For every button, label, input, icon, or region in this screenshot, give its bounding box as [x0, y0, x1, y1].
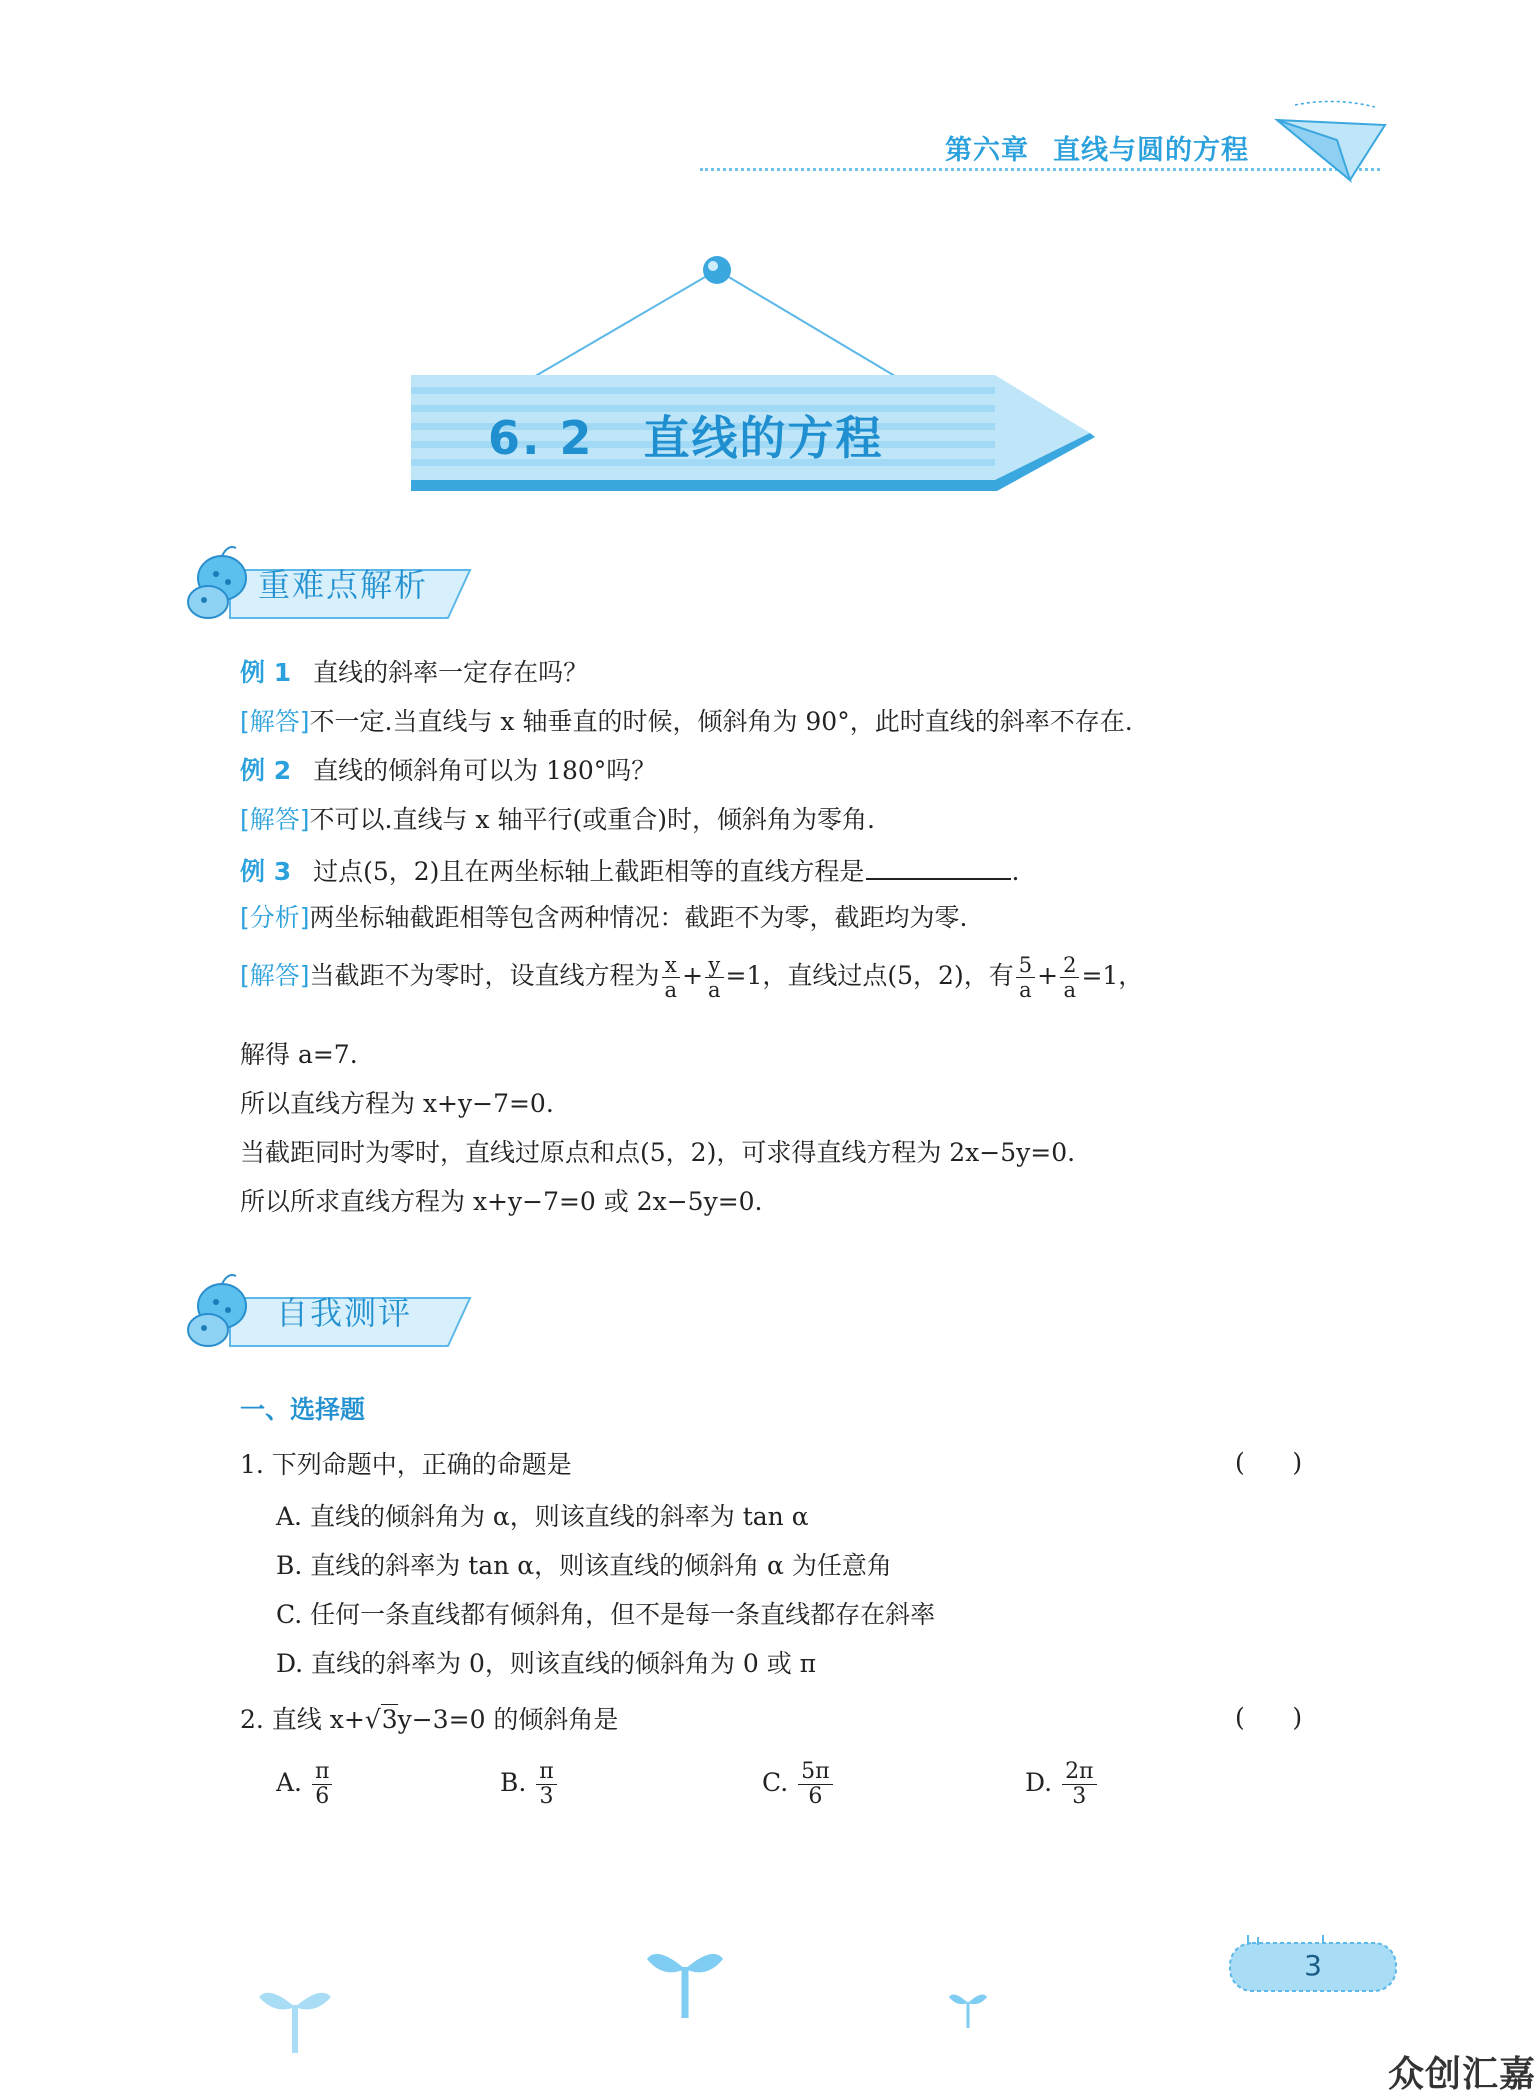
- section-number: 6. 2: [488, 411, 594, 465]
- page-number: 3: [1304, 1949, 1322, 1982]
- sqrt-sign: √: [364, 1705, 381, 1734]
- example-1-label: 例 1: [240, 658, 292, 687]
- q2-stem-start: 2. 直线 x+: [240, 1705, 365, 1734]
- example-3: [240, 852, 1019, 889]
- sprout-icon: [948, 1990, 988, 2030]
- heading-self-test-label: 自我测评: [276, 1294, 413, 1332]
- solution-line-2: 解得 a=7.: [240, 1040, 358, 1069]
- answer-blank: [866, 852, 1011, 880]
- analysis-text: 两坐标轴截距相等包含两种情况：截距不为零，截距均为零.: [309, 903, 968, 932]
- q1-option-a: A. 直线的倾斜角为 α，则该直线的斜率为 tan α: [276, 1502, 809, 1531]
- fraction: $\frac{2}{a}$: [1060, 953, 1079, 1002]
- example-3-period: .: [1011, 857, 1020, 886]
- solution-line-1: [240, 953, 1143, 1002]
- heading-key-points-label: 重难点解析: [258, 566, 429, 604]
- fraction: $\frac{x}{a}$: [662, 953, 681, 1002]
- q1-option-d: D. 直线的斜率为 0，则该直线的倾斜角为 0 或 π: [276, 1649, 817, 1678]
- q2-option-b: B. $\frac{\pi}{3}$: [500, 1760, 559, 1809]
- q1-option-c: C. 任何一条直线都有倾斜角，但不是每一条直线都存在斜率: [276, 1600, 936, 1629]
- question-2-stem: [240, 1703, 618, 1737]
- plus-sign: +: [1037, 961, 1059, 990]
- q2-option-a: A. $\frac{\pi}{6}$: [276, 1760, 334, 1809]
- section-name: 直线的方程: [643, 411, 884, 465]
- answer-text: 不一定.当直线与 x 轴垂直的时候，倾斜角为 90°，此时直线的斜率不存在.: [309, 707, 1133, 736]
- solution-text: =1，直线过点(5，2)，有: [725, 961, 1014, 990]
- example-2-label: 例 2: [240, 756, 292, 785]
- example-2: [240, 754, 656, 788]
- question-1-answer-bracket: ( ): [1235, 1448, 1303, 1477]
- solution-line-4: 当截距同时为零时，直线过原点和点(5，2)，可求得直线方程为 2x−5y=0.: [240, 1138, 1076, 1167]
- answer-text: 不可以.直线与 x 轴平行(或重合)时，倾斜角为零角.: [309, 805, 875, 834]
- sqrt-argument: 3: [381, 1705, 398, 1734]
- q2-option-c: C. $\frac{5\pi}{6}$: [762, 1760, 835, 1809]
- example-1-answer: [240, 705, 1133, 739]
- solution-text: =1，: [1081, 961, 1144, 990]
- choice-heading: 一、选择题: [240, 1395, 366, 1424]
- solution-line-5: 所以所求直线方程为 x+y−7=0 或 2x−5y=0.: [240, 1187, 763, 1216]
- example-2-question: 直线的倾斜角可以为 180°吗？: [313, 756, 657, 785]
- solution-text: 当截距不为零时，设直线方程为: [309, 961, 660, 990]
- question-2-answer-bracket: ( ): [1235, 1703, 1303, 1732]
- sprout-icon: [645, 1945, 725, 2020]
- example-1: [240, 656, 588, 690]
- fraction: $\frac{y}{a}$: [705, 953, 724, 1002]
- chapter-number: 第六章: [945, 135, 1029, 166]
- paper-plane-icon: [1275, 95, 1390, 185]
- heading-key-points: [180, 540, 480, 630]
- solution-line-3: 所以直线方程为 x+y−7=0.: [240, 1089, 554, 1118]
- answer-tag: [解答]: [240, 805, 310, 834]
- sprout-icon: [255, 1985, 335, 2055]
- answer-tag: [解答]: [240, 707, 310, 736]
- example-1-question: 直线的斜率一定存在吗？: [313, 658, 589, 687]
- chapter-header: [945, 128, 1249, 167]
- chapter-title: 直线与圆的方程: [1053, 135, 1249, 166]
- question-1-stem: 1. 下列命题中，正确的命题是: [240, 1450, 572, 1479]
- fraction: $\frac{5}{a}$: [1016, 953, 1035, 1002]
- example-3-question: 过点(5，2)且在两坐标轴上截距相等的直线方程是: [313, 857, 865, 886]
- plus-sign: +: [682, 961, 704, 990]
- section-title: [488, 402, 884, 468]
- watermark: 众创汇嘉: [1388, 2054, 1536, 2095]
- example-3-analysis: [240, 901, 967, 935]
- solution-tag: [解答]: [240, 961, 310, 990]
- example-2-answer: [240, 803, 875, 837]
- example-3-label: 例 3: [240, 857, 292, 886]
- analysis-tag: [分析]: [240, 903, 310, 932]
- page-number-badge: [1228, 1935, 1398, 1995]
- q2-stem-end: y−3=0 的倾斜角是: [397, 1705, 619, 1734]
- q1-option-b: B. 直线的斜率为 tan α，则该直线的倾斜角 α 为任意角: [276, 1551, 892, 1580]
- heading-self-test: [180, 1268, 480, 1358]
- q2-option-d: D. $\frac{2\pi}{3}$: [1025, 1760, 1099, 1809]
